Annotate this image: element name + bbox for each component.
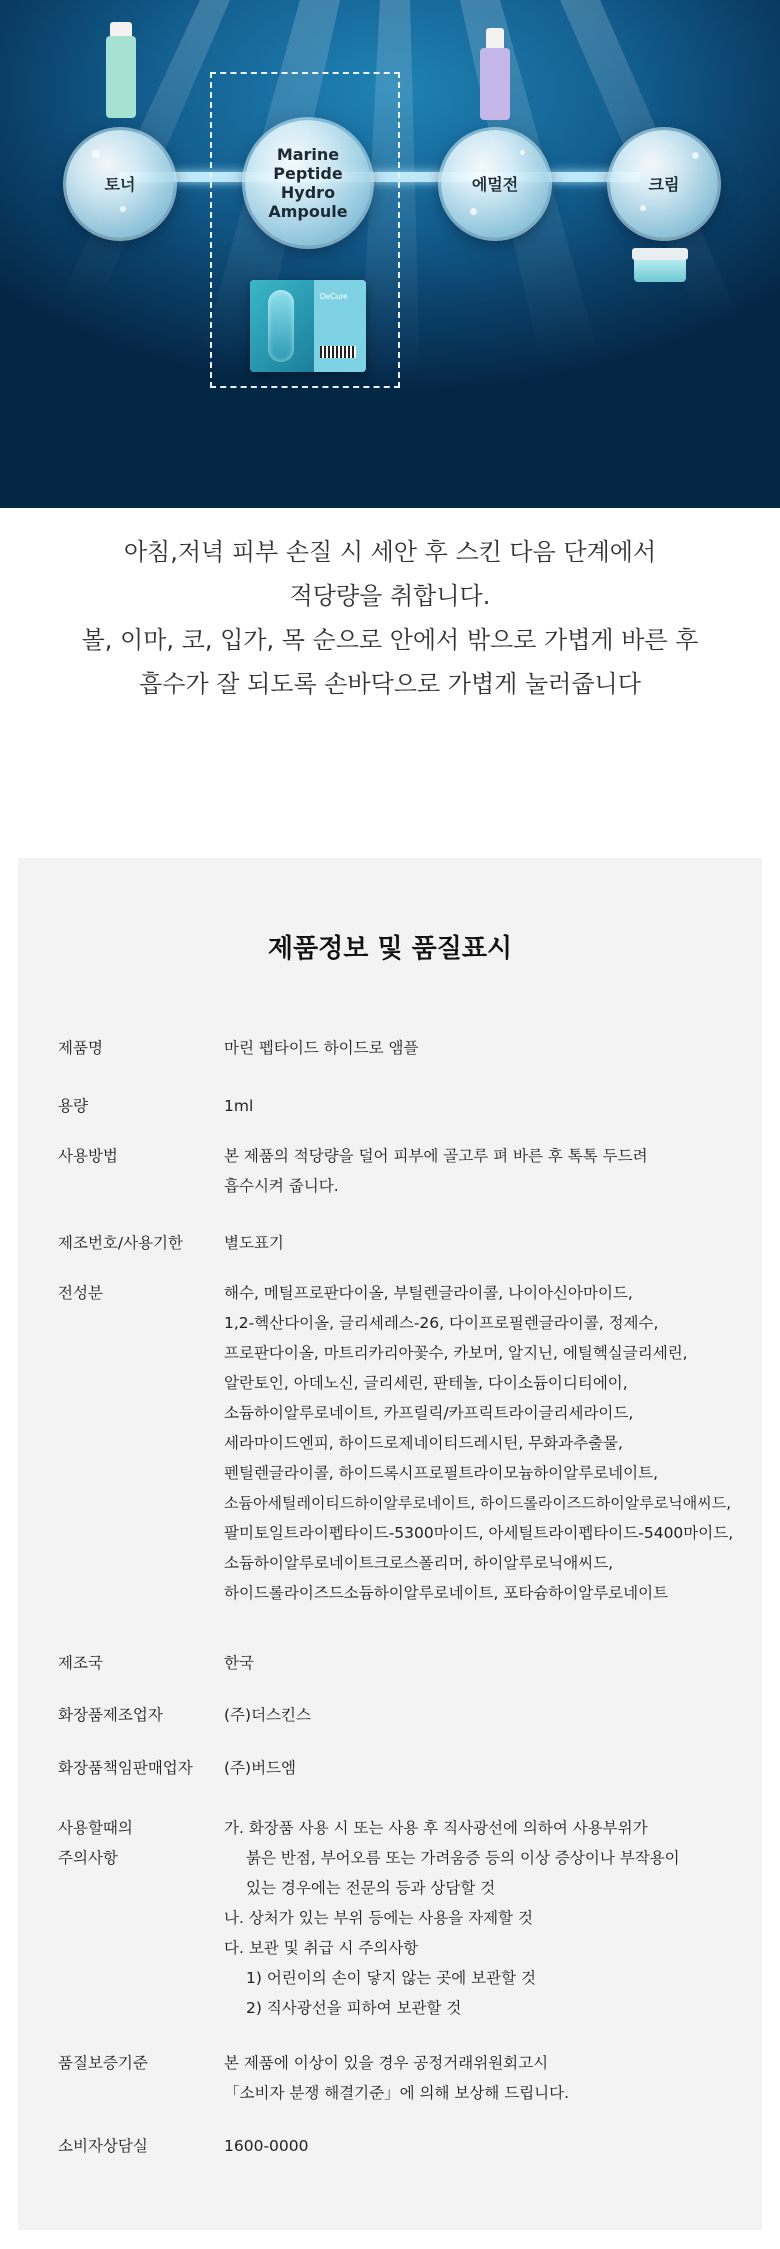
usage-line: 적당량을 취합니다. <box>289 582 491 610</box>
step-cream <box>610 130 718 238</box>
step-emulsion <box>441 130 549 238</box>
usage-line: 아침,저녁 피부 손질 시 세안 후 스킨 다음 단계에서 <box>123 538 657 566</box>
toner-bottle-body <box>106 36 136 118</box>
info-value: (주)더스킨스 <box>224 1706 311 1724</box>
ampoule-vial <box>268 290 294 362</box>
bubble <box>92 150 100 158</box>
usage-instructions <box>0 530 780 706</box>
info-value: 해수, 메틸프로판다이올, 부틸렌글라이콜, 나이아신아마이드, 1,2-헥산다이올, 글리세레스-26, 다이프로필렌글라이콜, 정제수, 프로판다이올, 마트리카리아꽃수, 카보머, 알지닌, 에틸헥실글리세린, 알란토인, 아데노신, 글리세린, 판테놀, 다이소듐이디티에이, 소듐하이알루로네이트, 카프릴릭/카프릭트라이글리세라이드, 세라마이드엔피, 하이드로제네이티드레시틴, 무화과추출물, 펜틸렌글라이콜, 하이드록시프로필트라이모늄하이알루로네이트, 소듐아세틸레이티드하이알루로네이트, 하이드롤라이즈드하이알루로닉애씨드, 팔미토일트라이펩타이드-5300마이드, 아세틸트라이펩타이드-5400마이드, 소듐하이알루로네이트크로스폴리머, 하이알루로닉애씨드, 하이드롤라이즈드소듐하이알루로네이트, 포타슘하이알루로네이트 <box>224 1284 734 1602</box>
ampoule-brand: DeCure <box>320 292 348 301</box>
info-title: 제품정보 및 품질표시 <box>267 934 513 964</box>
info-key: 용량 <box>58 1097 88 1115</box>
cream-jar-image <box>632 248 688 284</box>
info-key: 소비자상담실 <box>58 2137 148 2155</box>
info-key: 전성분 <box>58 1284 103 1302</box>
bubble <box>692 152 699 159</box>
toner-bottle-image <box>110 22 132 36</box>
ampoule-package-image <box>250 280 366 372</box>
info-key: 화장품책임판매업자 <box>58 1759 193 1777</box>
bubble <box>520 150 525 155</box>
barcode-icon <box>320 346 356 358</box>
step-emulsion-label: 에멀전 <box>471 174 519 194</box>
usage-line: 볼, 이마, 코, 입가, 목 순으로 안에서 밖으로 가볍게 바른 후 <box>81 626 699 654</box>
info-value: 가. 화장품 사용 시 또는 사용 후 직사광선에 의하여 사용부위가 붉은 반점, 부어오름 또는 가려움증 등의 이상 증상이나 부작용이 있는 경우에는 전문의 등과 상담할 것 나. 상처가 있는 부위 등에는 사용을 자제할 것 다. 보관 및 취급 시 주의사항 1) 어린이의 손이 닿지 않는 곳에 보관할 것 2) 직사광선을 피하여 보관할 것 <box>224 1819 680 2017</box>
step-toner-label: 토너 <box>104 174 136 194</box>
info-value: 한국 <box>224 1654 254 1672</box>
info-value: 본 제품에 이상이 있을 경우 공정거래위원회고시 「소비자 분쟁 해결기준」에 의해 보상해 드립니다. <box>224 2054 570 2102</box>
bubble <box>120 206 126 212</box>
bubble <box>640 205 646 211</box>
info-key: 품질보증기준 <box>58 2054 148 2072</box>
info-key: 화장품제조업자 <box>58 1706 163 1724</box>
info-value: (주)버드엠 <box>224 1759 296 1777</box>
hero-banner <box>0 0 780 508</box>
emulsion-bottle-body <box>480 48 510 120</box>
step-toner <box>66 130 174 238</box>
info-key: 제조번호/사용기한 <box>58 1234 184 1252</box>
emulsion-bottle-image <box>486 28 504 48</box>
info-value: 1600-0000 <box>224 2137 309 2155</box>
info-value: 별도표기 <box>224 1234 284 1252</box>
step-cream-label: 크림 <box>648 174 680 194</box>
info-value: 마린 펩타이드 하이드로 앰플 <box>224 1039 419 1057</box>
info-key: 사용할때의 주의사항 <box>58 1819 133 1867</box>
step-ampoule-label: Marine Peptide Hydro Ampoule <box>268 145 348 221</box>
bubble <box>470 208 477 215</box>
info-value: 1ml <box>224 1097 254 1115</box>
info-key: 제조국 <box>58 1654 103 1672</box>
info-key: 제품명 <box>58 1039 103 1057</box>
product-info-panel <box>18 858 762 2230</box>
info-value: 본 제품의 적당량을 덜어 피부에 골고루 펴 바른 후 톡톡 두드려 흡수시켜 줍니다. <box>224 1147 648 1195</box>
usage-line: 흡수가 잘 되도록 손바닥으로 가볍게 눌러줍니다 <box>139 670 641 698</box>
info-key: 사용방법 <box>58 1147 118 1165</box>
